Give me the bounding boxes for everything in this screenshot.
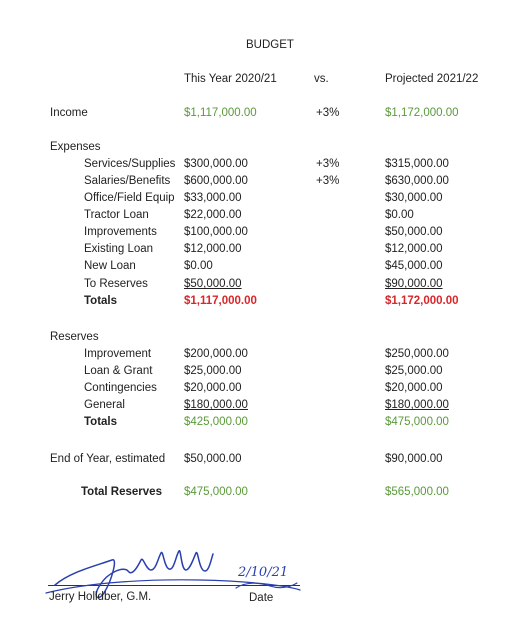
expense-projected: $50,000.00 [385,226,443,238]
expense-this-year: $0.00 [184,260,213,272]
total-reserves-label: Total Reserves [81,486,162,498]
reserve-this-year: $200,000.00 [184,348,248,360]
reserve-projected: $250,000.00 [385,348,449,360]
expense-projected: $30,000.00 [385,192,443,204]
reserve-this-year: $20,000.00 [184,382,242,394]
expense-projected: $0.00 [385,209,414,221]
end-of-year-projected: $90,000.00 [385,453,443,465]
reserve-label: Improvement [84,348,152,360]
expense-projected: $12,000.00 [385,243,443,255]
expense-this-year: $600,000.00 [184,175,248,187]
column-header-vs: vs. [314,73,329,85]
expense-projected: $630,000.00 [385,175,449,187]
income-vs: +3% [316,107,340,119]
end-of-year-label: End of Year, estimated [50,453,166,465]
reserves-totals-projected: $475,000.00 [385,416,449,428]
expense-label: To Reserves [84,278,148,290]
expenses-totals-label: Totals [84,295,118,307]
reserves-heading: Reserves [50,331,99,343]
reserve-label: Loan & Grant [84,365,153,377]
expenses-totals-projected: $1,172,000.00 [385,295,459,307]
expense-this-year: $50,000.00 [184,278,242,290]
reserve-projected: $25,000.00 [385,365,443,377]
expense-this-year: $12,000.00 [184,243,242,255]
end-of-year-this-year: $50,000.00 [184,453,242,465]
income-this-year: $1,117,000.00 [184,107,257,119]
reserves-totals-this-year: $425,000.00 [184,416,248,428]
expense-label: Tractor Loan [84,209,149,221]
expense-label: Office/Field Equip [84,192,175,204]
date-label: Date [249,592,274,604]
column-header-this-year: This Year 2020/21 [184,73,277,85]
reserve-this-year: $25,000.00 [184,365,242,377]
income-projected: $1,172,000.00 [385,107,459,119]
expense-label: Services/Supplies [84,158,176,170]
expense-this-year: $300,000.00 [184,158,248,170]
expense-label: Salaries/Benefits [84,175,171,187]
signer-name: Jerry Holldber, G.M. [49,591,152,603]
reserve-projected: $180,000.00 [385,399,449,411]
expense-vs: +3% [316,175,340,187]
expense-projected: $315,000.00 [385,158,449,170]
expense-projected: $90,000.00 [385,278,443,290]
date-value: 2/10/21 [238,565,289,580]
expense-this-year: $100,000.00 [184,226,248,238]
reserve-label: General [84,399,125,411]
expense-label: Improvements [84,226,157,238]
expense-vs: +3% [316,158,340,170]
income-label: Income [50,107,88,119]
expense-label: New Loan [84,260,136,272]
expense-projected: $45,000.00 [385,260,443,272]
expense-this-year: $33,000.00 [184,192,242,204]
reserve-label: Contingencies [84,382,157,394]
expense-this-year: $22,000.00 [184,209,242,221]
total-reserves-this-year: $475,000.00 [184,486,248,498]
reserve-this-year: $180,000.00 [184,399,248,411]
reserves-totals-label: Totals [84,416,118,428]
total-reserves-projected: $565,000.00 [385,486,449,498]
reserve-projected: $20,000.00 [385,382,443,394]
expenses-totals-this-year: $1,117,000.00 [184,295,257,307]
column-header-projected: Projected 2021/22 [385,73,479,85]
expenses-heading: Expenses [50,141,101,153]
document-title: BUDGET [246,39,294,51]
expense-label: Existing Loan [84,243,154,255]
